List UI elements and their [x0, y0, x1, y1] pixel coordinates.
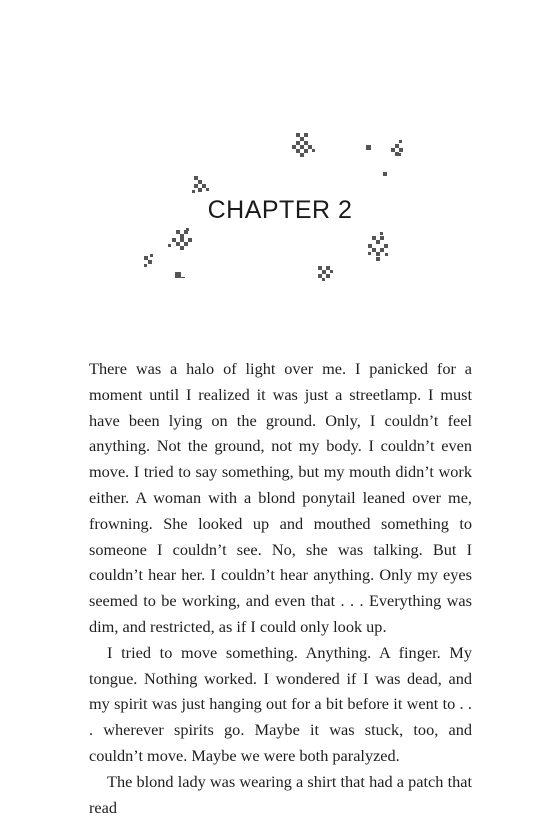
- paragraph: I tried to move something. Anything. A finger. My tongue. Nothing worked. I wondered if I was dead, and my spirit was just hanging out for a bit before it went to . . . wherever spirits go. Maybe it was stuck, too, and couldn’t move. Maybe we were both paralyzed.: [89, 642, 472, 765]
- paragraph: The blond lady was wearing a shirt that had a patch that read: [89, 771, 472, 817]
- pixel-snowflakes-icon: [0, 0, 560, 300]
- paragraph: There was a halo of light over me. I panicked for a moment until I realized it was just a streetlamp. I must have been lying on the ground. Only, I couldn’t feel anything. Not the ground, not my body. I couldn’t even move. I tried to say something, but my mouth didn’t work either. A woman with a blond ponytail leaned over me, frowning. She looked up and mouthed something to someone I couldn’t see. No, she was talking. But I couldn’t hear her. I couldn’t hear anything. Only my eyes seemed to be working, and even that . . . Everything was dim, and restricted, as if I could only look up.: [89, 359, 472, 636]
- chapter-title: CHAPTER 2: [207, 196, 353, 224]
- chapter-body: [89, 356, 472, 820]
